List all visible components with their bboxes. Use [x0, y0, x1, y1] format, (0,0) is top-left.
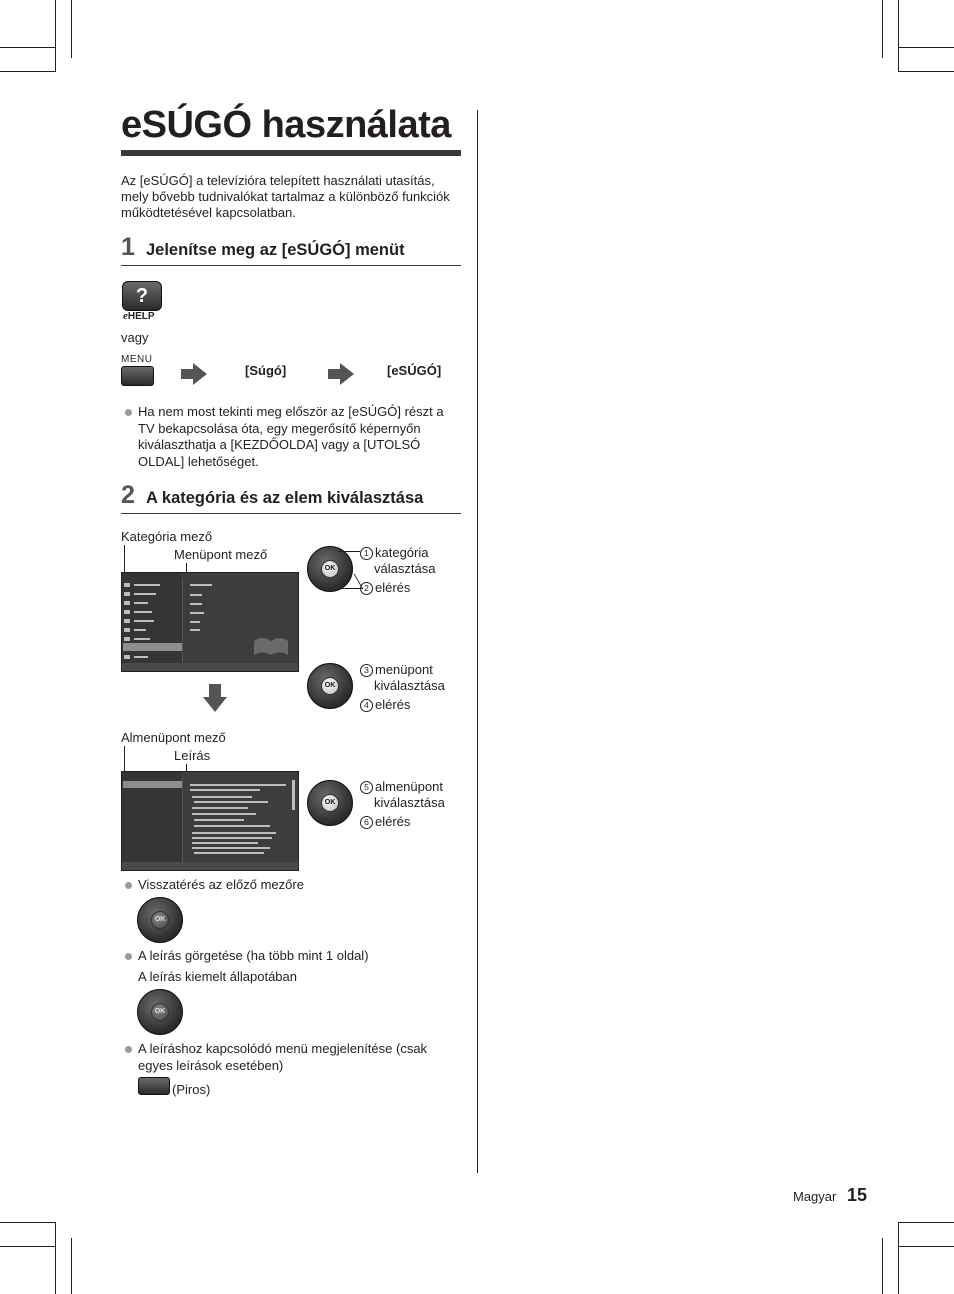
step-1-heading — [121, 233, 461, 266]
step-circle-number: 6 — [360, 816, 373, 829]
step-circle-number: 2 — [360, 582, 373, 595]
crop-mark — [899, 47, 954, 48]
path-esugo: [eSÚGÓ] — [387, 363, 442, 378]
ok-button-icon: OK — [151, 1003, 169, 1021]
instruction-text: elérés — [375, 697, 411, 712]
step-circle-number: 1 — [360, 547, 373, 560]
screen-row — [124, 590, 180, 598]
screen-text-line — [194, 819, 244, 821]
crop-mark — [0, 1222, 56, 1223]
ok-button-icon: OK — [321, 560, 339, 578]
screen-text-line — [192, 847, 270, 849]
instruction-3-cont: kiválasztása — [374, 678, 445, 693]
help-button — [122, 281, 162, 311]
step1-note: Ha nem most tekinti meg először az [eSÚGÓ] részt a TV bekapcsolása óta, egy megerősítő képernyőn kiválaszthatja a [KEZDŐOLDA] vagy a [UTOLSÓ OLDAL] lehetőséget. — [138, 404, 444, 469]
scroll-subtext: A leírás kiemelt állapotában — [138, 969, 297, 984]
menu-label: MENU — [121, 354, 153, 365]
instruction-text: elérés — [375, 814, 411, 829]
navigation-wheel-icon — [307, 663, 353, 709]
step-title: A kategória és az elem kiválasztása — [146, 489, 424, 507]
screen-text-line — [192, 837, 272, 839]
ehelp-e: e — [123, 310, 128, 322]
screen-menu-line — [190, 612, 204, 614]
crop-mark — [71, 0, 72, 58]
screen-menu-line — [190, 603, 202, 605]
title-underline — [121, 150, 461, 156]
screen-text-line — [194, 801, 268, 803]
bullet-related-text: A leíráshoz kapcsolódó menü megjelenítése (csak egyes leírások esetében) — [138, 1041, 428, 1073]
screen-row — [124, 608, 180, 616]
bullet-icon — [125, 882, 132, 889]
question-mark-icon: ? — [135, 285, 149, 307]
column-divider — [477, 110, 478, 1173]
instruction-1 — [360, 545, 428, 562]
navigation-wheel-icon — [307, 780, 353, 826]
bullet-icon — [125, 953, 132, 960]
step-circle-number: 4 — [360, 699, 373, 712]
book-icon — [252, 633, 290, 657]
instruction-6 — [360, 814, 410, 831]
crop-mark — [55, 1222, 56, 1294]
crop-mark — [882, 0, 883, 58]
path-sugo: [Súgó] — [245, 363, 287, 378]
step-2-heading — [121, 481, 461, 514]
screen-divider — [182, 579, 183, 663]
instruction-4 — [360, 697, 410, 714]
crop-mark — [898, 71, 954, 72]
crop-mark — [898, 1222, 954, 1223]
instruction-text: almenüpont — [375, 779, 443, 794]
step-number: 1 — [121, 233, 135, 261]
screen-row — [124, 653, 180, 661]
label-category-field: Kategória mező — [121, 529, 213, 544]
screen-selected-row — [123, 643, 182, 651]
crop-mark — [0, 47, 55, 48]
ok-button-icon: OK — [321, 794, 339, 812]
ehelp-screen-description — [121, 771, 299, 871]
crop-mark — [899, 1246, 954, 1247]
arrow-down-icon — [203, 684, 227, 712]
crop-mark — [0, 71, 56, 72]
instruction-1-cont: választása — [374, 561, 436, 576]
bullet-icon — [125, 1046, 132, 1053]
menu-button — [121, 366, 154, 386]
screen-text-line — [190, 784, 286, 786]
ok-button-icon: OK — [321, 677, 339, 695]
instruction-text: elérés — [375, 580, 411, 595]
bullet-icon — [125, 409, 132, 416]
screen-divider — [182, 778, 183, 862]
footer-language: Magyar — [793, 1189, 837, 1204]
screen-row — [124, 626, 180, 634]
screen-row — [124, 635, 180, 643]
screen-footer — [122, 862, 298, 870]
screen-text-line — [192, 807, 248, 809]
intro-paragraph: Az [eSÚGÓ] a televízióra telepített használati utasítás, mely bővebb tudnivalókat tartalmaz a különböző funkciók működtetésével kapcsolatban. — [121, 173, 450, 220]
screen-row — [124, 599, 180, 607]
instruction-text: menüpont — [375, 662, 433, 677]
screen-footer — [122, 663, 298, 671]
arrow-right-icon — [181, 363, 207, 385]
navigation-wheel-icon — [137, 897, 183, 943]
arrow-right-icon — [328, 363, 354, 385]
screen-selected-row — [123, 781, 182, 788]
screen-text-line — [194, 852, 264, 854]
screen-text-line — [190, 789, 260, 791]
step-circle-number: 3 — [360, 664, 373, 677]
screen-text-line — [194, 825, 270, 827]
crop-mark — [71, 1238, 72, 1294]
crop-mark — [882, 1238, 883, 1294]
ok-button-icon: OK — [151, 911, 169, 929]
screen-menu-line — [190, 621, 200, 623]
instruction-5 — [360, 779, 443, 796]
ehelp-screen-menu — [121, 572, 299, 672]
label-submenu-field: Almenüpont mező — [121, 730, 226, 745]
red-button-label: (Piros) — [172, 1082, 211, 1097]
or-text: vagy — [121, 330, 149, 345]
label-menu-field: Menüpont mező — [174, 547, 268, 562]
instruction-3 — [360, 662, 433, 679]
screen-text-line — [192, 832, 276, 834]
page-title: eSÚGÓ használata — [121, 104, 451, 146]
screen-row — [124, 617, 180, 625]
screen-menu-line — [190, 594, 202, 596]
bullet-scroll-text: A leírás görgetése (ha több mint 1 oldal) — [138, 948, 369, 963]
pointer-line — [338, 551, 360, 552]
ehelp-label — [123, 310, 155, 322]
screen-text-line — [192, 813, 256, 815]
screen-text-line — [192, 842, 258, 844]
step-title: Jelenítse meg az [eSÚGÓ] menüt — [146, 241, 405, 259]
crop-mark — [55, 0, 56, 72]
ehelp-text: HELP — [127, 311, 155, 322]
instruction-5-cont: kiválasztása — [374, 795, 445, 810]
screen-menu-line — [190, 584, 212, 586]
bullet-back-text: Visszatérés az előző mezőre — [138, 877, 304, 892]
navigation-wheel-icon — [137, 989, 183, 1035]
label-description: Leírás — [174, 748, 211, 763]
screen-menu-line — [190, 629, 200, 631]
red-button — [138, 1077, 170, 1095]
screen-scrollbar — [292, 780, 295, 810]
page-number: 15 — [847, 1185, 868, 1205]
step-number: 2 — [121, 481, 135, 509]
screen-text-line — [192, 796, 252, 798]
crop-mark — [0, 1246, 55, 1247]
instruction-text: kategória — [375, 545, 429, 560]
instruction-2 — [360, 580, 410, 597]
screen-row — [124, 581, 180, 589]
step-circle-number: 5 — [360, 781, 373, 794]
crop-mark — [898, 1222, 899, 1294]
crop-mark — [898, 0, 899, 72]
